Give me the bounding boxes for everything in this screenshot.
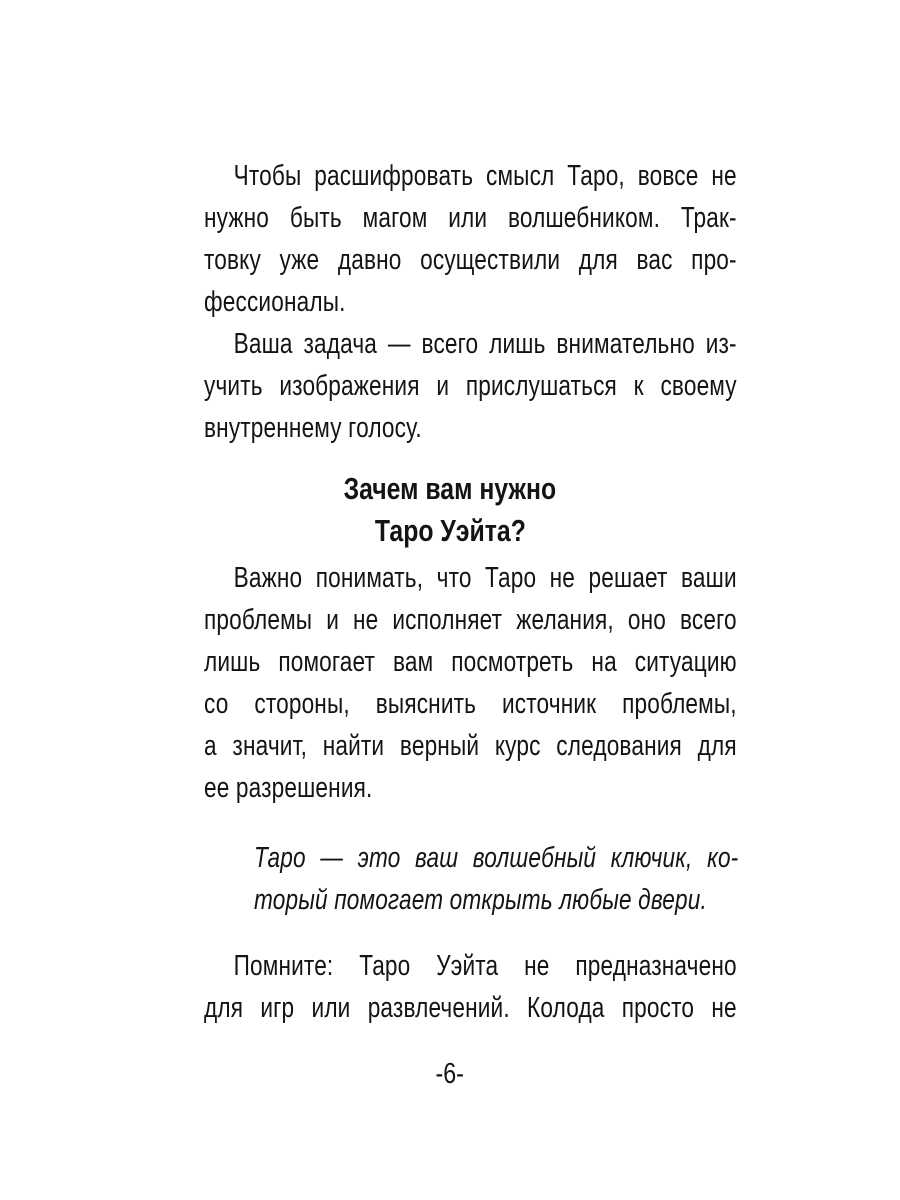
section-heading-text-2: Таро Уэйта? (374, 513, 526, 548)
page-number (0, 1056, 900, 1092)
paragraph-3-line-4: со стороны, выяснить источник проблемы, (204, 688, 737, 720)
section-heading-text-1: Зачем вам нужно (343, 471, 557, 506)
paragraph-2-line-2: учить изображения и прислушаться к своему (204, 370, 737, 402)
section-heading-line-1 (0, 469, 900, 509)
paragraph-3-line-3: лишь помогает вам посмотреть на ситуацию (204, 646, 737, 678)
quote-line-2: торый помогает открыть любые двери. (254, 884, 707, 916)
paragraph-3-line-6: ее разрешения. (204, 772, 373, 804)
paragraph-3-line-5: а значит, найти верный курс следования для (204, 730, 737, 762)
paragraph-4-line-1: Помните: Таро Уэйта не предназначено (233, 950, 737, 982)
quote-line-1: Таро — это ваш волшебный ключик, ко- (254, 842, 739, 874)
paragraph-1-line-4: фессионалы. (204, 286, 346, 318)
paragraph-3-line-1: Важно понимать, что Таро не решает ваши (233, 562, 737, 594)
paragraph-1-line-3: товку уже давно осуществили для вас про- (204, 244, 737, 276)
section-heading-line-2 (0, 511, 900, 551)
paragraph-2-line-3: внутреннему голосу. (204, 412, 422, 444)
paragraph-4-line-2: для игр или развлечений. Колода просто не (204, 992, 737, 1024)
page-number-text: -6- (435, 1058, 465, 1090)
paragraph-3-line-2: проблемы и не исполняет желания, оно всего (204, 604, 737, 636)
paragraph-1-line-2: нужно быть магом или волшебником. Трак- (204, 202, 737, 234)
paragraph-2-line-1: Ваша задача — всего лишь внимательно из- (233, 328, 737, 360)
paragraph-1-line-1: Чтобы расшифровать смысл Таро, вовсе не (233, 160, 737, 192)
